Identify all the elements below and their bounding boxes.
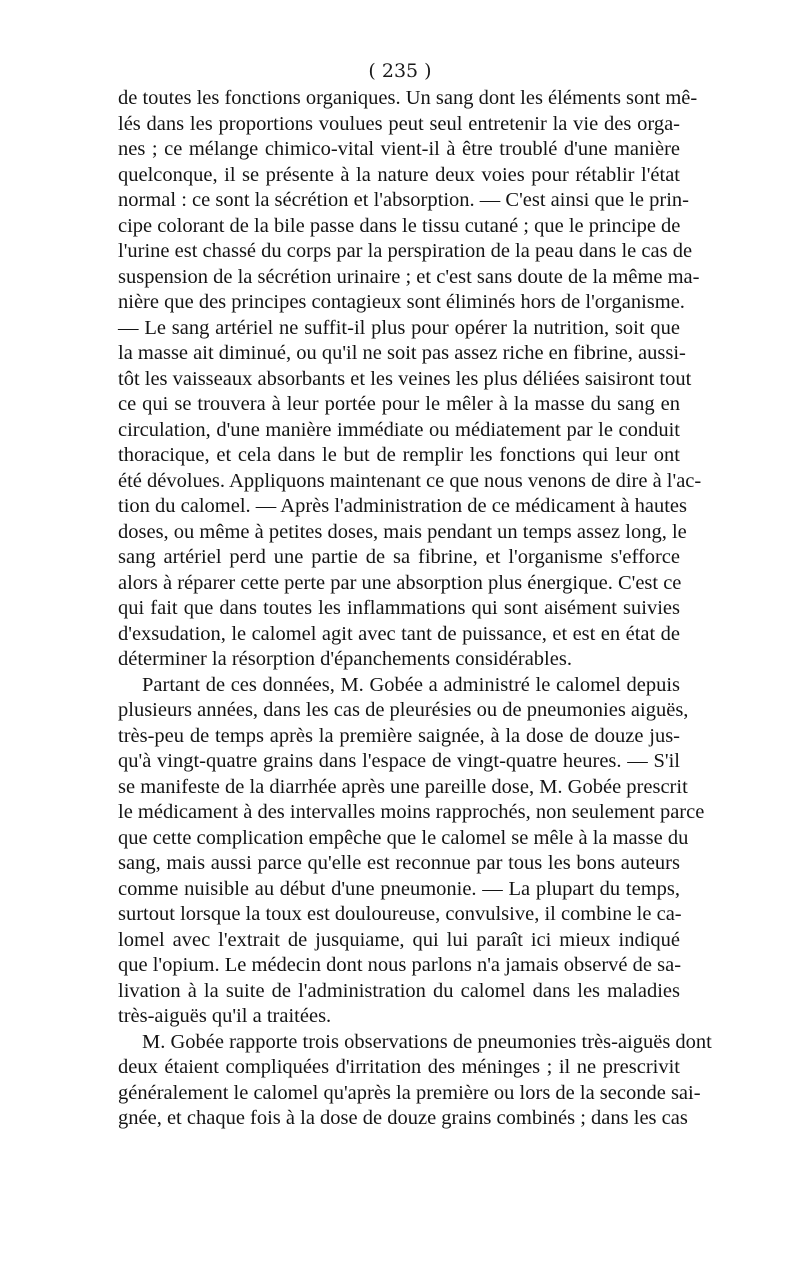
text-line: comme nuisible au début d'une pneumonie. — La plupart du temps, bbox=[118, 877, 680, 900]
text-line: très-peu de temps après la première saignée, à la dose de douze jus- bbox=[118, 724, 680, 747]
text-line: suspension de la sécrétion urinaire ; et c'est sans doute de la même ma- bbox=[118, 265, 700, 288]
paragraph bbox=[118, 1030, 712, 1132]
text-line: qu'à vingt-quatre grains dans l'espace de vingt-quatre heures. — S'il bbox=[118, 750, 680, 772]
text-line: ce qui se trouvera à leur portée pour le mêler à la masse du sang en bbox=[118, 393, 680, 415]
text-line: plusieurs années, dans les cas de pleurésies ou de pneumonies aiguës, bbox=[118, 699, 689, 721]
text-line: Partant de ces données, M. Gobée a administré le calomel depuis bbox=[142, 673, 680, 696]
text-line: livation à la suite de l'administration du calomel dans les maladies bbox=[118, 979, 680, 1002]
page-number: ( 235 ) bbox=[368, 60, 432, 82]
text-line: nes ; ce mélange chimico-vital vient-il à être troublé d'une manière bbox=[118, 138, 680, 160]
text-line: tôt les vaisseaux absorbants et les veines les plus déliées saisiront tout bbox=[118, 367, 692, 390]
text-line: alors à réparer cette perte par une absorption plus énergique. C'est ce bbox=[118, 571, 682, 594]
text-line: tion du calomel. — Après l'administration de ce médicament à hautes bbox=[118, 495, 687, 517]
text-line: quelconque, il se présente à la nature deux voies pour rétablir l'état bbox=[118, 163, 680, 186]
text-line: surtout lorsque la toux est douloureuse, convulsive, il combine le ca- bbox=[118, 903, 682, 925]
text-line: cipe colorant de la bile passe dans le tissu cutané ; que le principe de bbox=[118, 214, 681, 237]
text-line: normal : ce sont la sécrétion et l'absorption. — C'est ainsi que le prin- bbox=[118, 189, 689, 211]
text-line: l'urine est chassé du corps par la perspiration de la peau dans le cas de bbox=[118, 240, 693, 262]
text-line: lomel avec l'extrait de jusquiame, qui lui paraît ici mieux indiqué bbox=[118, 928, 680, 951]
text-line: le médicament à des intervalles moins rapprochés, non seulement parce bbox=[118, 801, 705, 823]
body-text bbox=[118, 86, 712, 1132]
paragraph bbox=[118, 86, 702, 673]
text-line: très-aiguës qu'il a traitées. bbox=[118, 1005, 332, 1027]
text-line: été dévolues. Appliquons maintenant ce que nous venons de dire à l'ac- bbox=[118, 469, 702, 492]
text-line: M. Gobée rapporte trois observations de pneumonies très-aiguës dont bbox=[142, 1030, 712, 1053]
text-line: se manifeste de la diarrhée après une pareille dose, M. Gobée prescrit bbox=[118, 775, 688, 798]
text-line: que l'opium. Le médecin dont nous parlons n'a jamais observé de sa- bbox=[118, 954, 682, 976]
paragraph bbox=[118, 673, 705, 1030]
text-line: qui fait que dans toutes les inflammations qui sont aisément suivies bbox=[118, 597, 680, 619]
text-line: deux étaient compliquées d'irritation des méninges ; il ne prescrivit bbox=[118, 1056, 680, 1078]
text-line: nière que des principes contagieux sont éliminés hors de l'organisme. bbox=[118, 291, 685, 313]
text-line: la masse ait diminué, ou qu'il ne soit pas assez riche en fibrine, aussi- bbox=[118, 342, 686, 364]
text-line: lés dans les proportions voulues peut seul entretenir la vie des orga- bbox=[118, 112, 680, 135]
text-line: de toutes les fonctions organiques. Un sang dont les éléments sont mê- bbox=[118, 87, 698, 109]
text-line: généralement le calomel qu'après la première ou lors de la seconde sai- bbox=[118, 1081, 701, 1104]
text-line: thoracique, et cela dans le but de remplir les fonctions qui leur ont bbox=[118, 444, 680, 466]
text-line: circulation, d'une manière immédiate ou médiatement par le conduit bbox=[118, 418, 680, 441]
text-line: sang artériel perd une partie de sa fibrine, et l'organisme s'efforce bbox=[118, 546, 680, 568]
text-line: que cette complication empêche que le calomel se mêle à la masse du bbox=[118, 826, 689, 849]
text-line: déterminer la résorption d'épanchements considérables. bbox=[118, 648, 572, 670]
text-line: — Le sang artériel ne suffit-il plus pour opérer la nutrition, soit que bbox=[118, 316, 680, 339]
text-line: sang, mais aussi parce qu'elle est reconnue par tous les bons auteurs bbox=[118, 852, 680, 874]
text-line: gnée, et chaque fois à la dose de douze grains combinés ; dans les cas bbox=[118, 1107, 688, 1129]
text-line: doses, ou même à petites doses, mais pendant un temps assez long, le bbox=[118, 520, 687, 543]
text-line: d'exsudation, le calomel agit avec tant de puissance, et est en état de bbox=[118, 622, 680, 645]
